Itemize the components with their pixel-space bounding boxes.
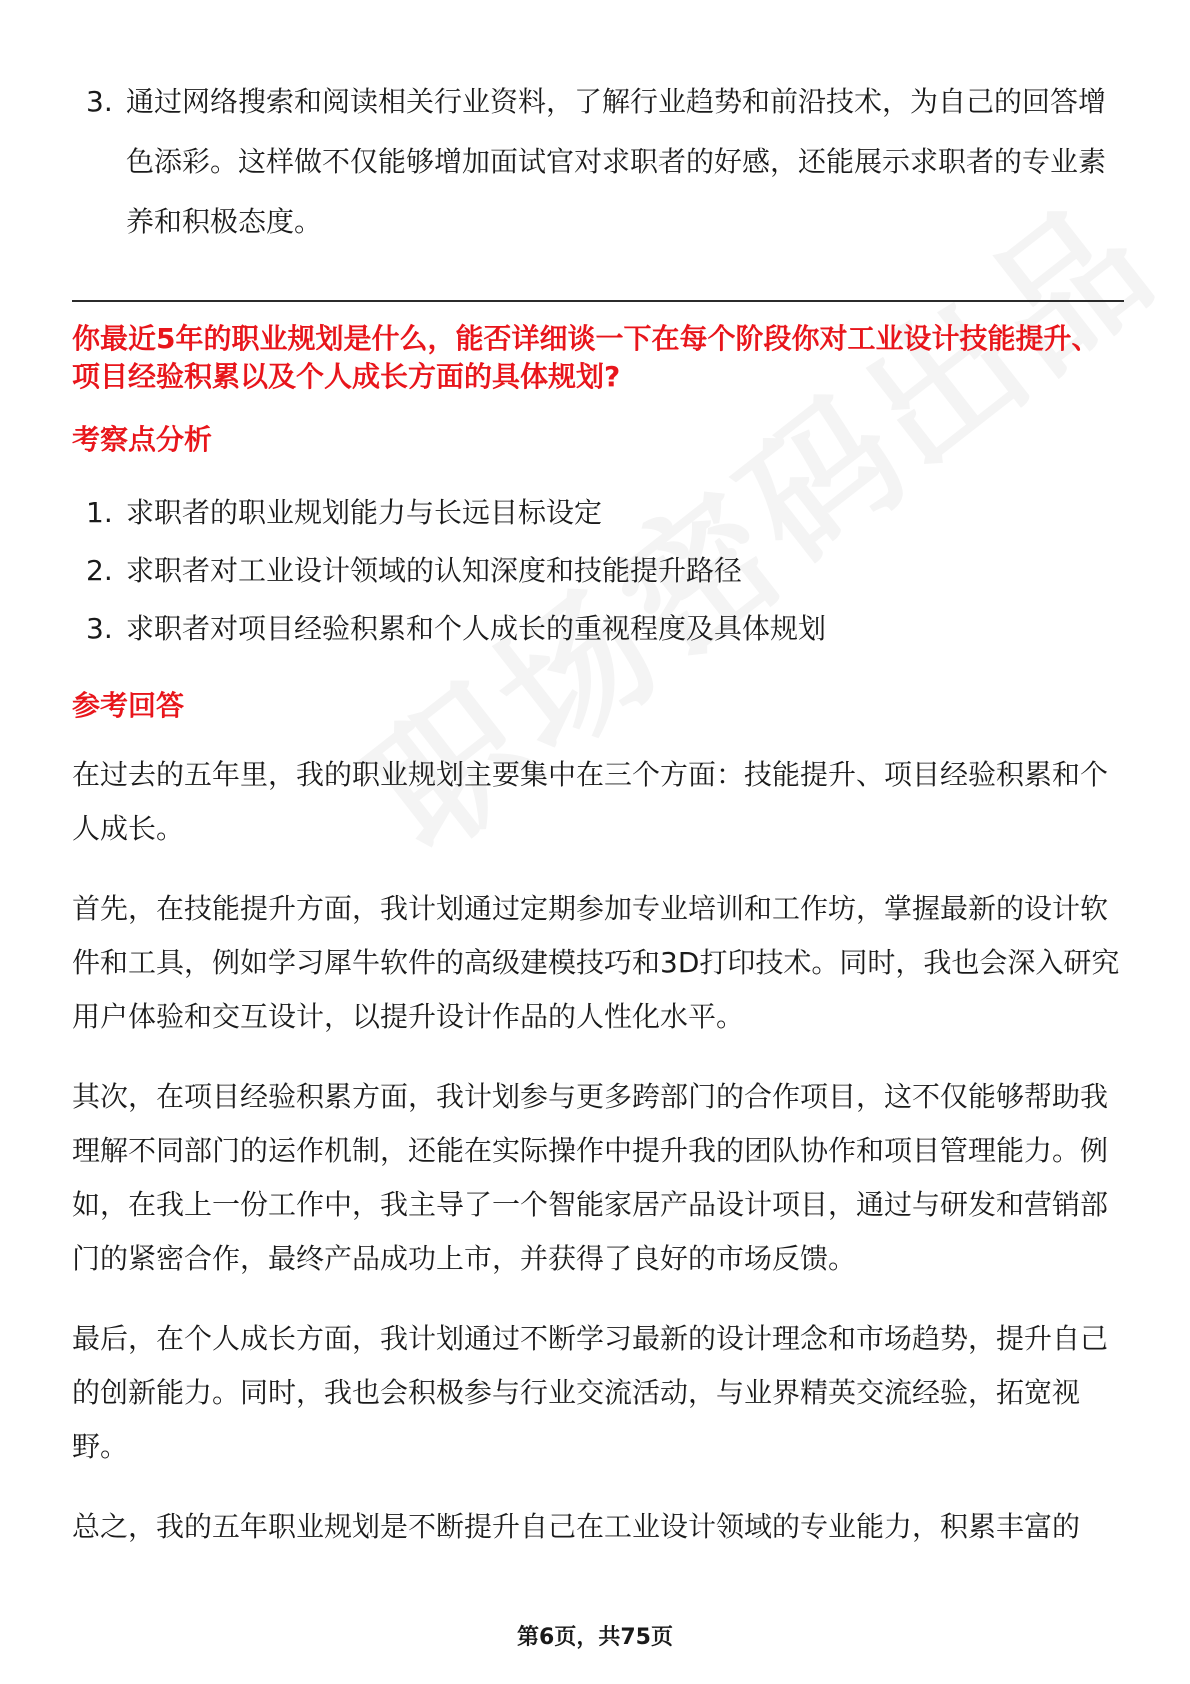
list-item — [72, 484, 1124, 542]
list-number: 3. — [86, 612, 113, 645]
list-text: 求职者对项目经验积累和个人成长的重视程度及具体规划 — [126, 612, 827, 645]
answer-paragraph: 首先，在技能提升方面，我计划通过定期参加专业培训和工作坊，掌握最新的设计软件和工具，例如学习犀牛软件的高级建模技巧和3D打印技术。同时，我也会深入研究用户体验和交互设计，以提升设计作品的人性化水平。 — [72, 892, 1120, 1033]
answer-paragraph: 其次，在项目经验积累方面，我计划参与更多跨部门的合作项目，这不仅能够帮助我理解不同部门的运作机制，还能在实际操作中提升我的团队协作和项目管理能力。例如，在我上一份工作中，我主导了一个智能家居产品设计项目，通过与研发和营销部门的紧密合作，最终产品成功上市，并获得了良好的市场反馈。 — [72, 1080, 1109, 1275]
list-number: 1. — [86, 496, 113, 529]
page-content — [72, 72, 1124, 1554]
list-text: 求职者的职业规划能力与长远目标设定 — [126, 496, 603, 529]
list-text: 求职者对工业设计领域的认知深度和技能提升路径 — [126, 554, 743, 587]
list-number: 2. — [86, 554, 113, 587]
list-number: 3. — [86, 85, 113, 118]
reference-title: 参考回答 — [72, 689, 185, 722]
analysis-points — [72, 484, 1124, 658]
answer-paragraph: 在过去的五年里，我的职业规划主要集中在三个方面：技能提升、项目经验积累和个人成长。 — [72, 758, 1109, 845]
list-item — [72, 600, 1124, 658]
analysis-title: 考察点分析 — [72, 423, 213, 456]
list-text: 通过网络搜索和阅读相关行业资料，了解行业趋势和前沿技术，为自己的回答增色添彩。这样做不仅能够增加面试官对求职者的好感，还能展示求职者的专业素养和积极态度。 — [126, 85, 1107, 238]
list-item — [72, 72, 1124, 252]
section-divider — [72, 300, 1124, 302]
answer-paragraph: 最后，在个人成长方面，我计划通过不断学习最新的设计理念和市场趋势，提升自己的创新能力。同时，我也会积极参与行业交流活动，与业界精英交流经验，拓宽视野。 — [72, 1322, 1109, 1463]
previous-answer-list — [72, 72, 1124, 252]
question-heading: 你最近5年的职业规划是什么，能否详细谈一下在每个阶段你对工业设计技能提升、项目经验积累以及个人成长方面的具体规划? — [72, 322, 1100, 393]
answer-paragraph: 总之，我的五年职业规划是不断提升自己在工业设计领域的专业能力，积累丰富的 — [72, 1510, 1081, 1543]
list-item — [72, 542, 1124, 600]
page-number-footer: 第6页，共75页 — [517, 1625, 673, 1650]
